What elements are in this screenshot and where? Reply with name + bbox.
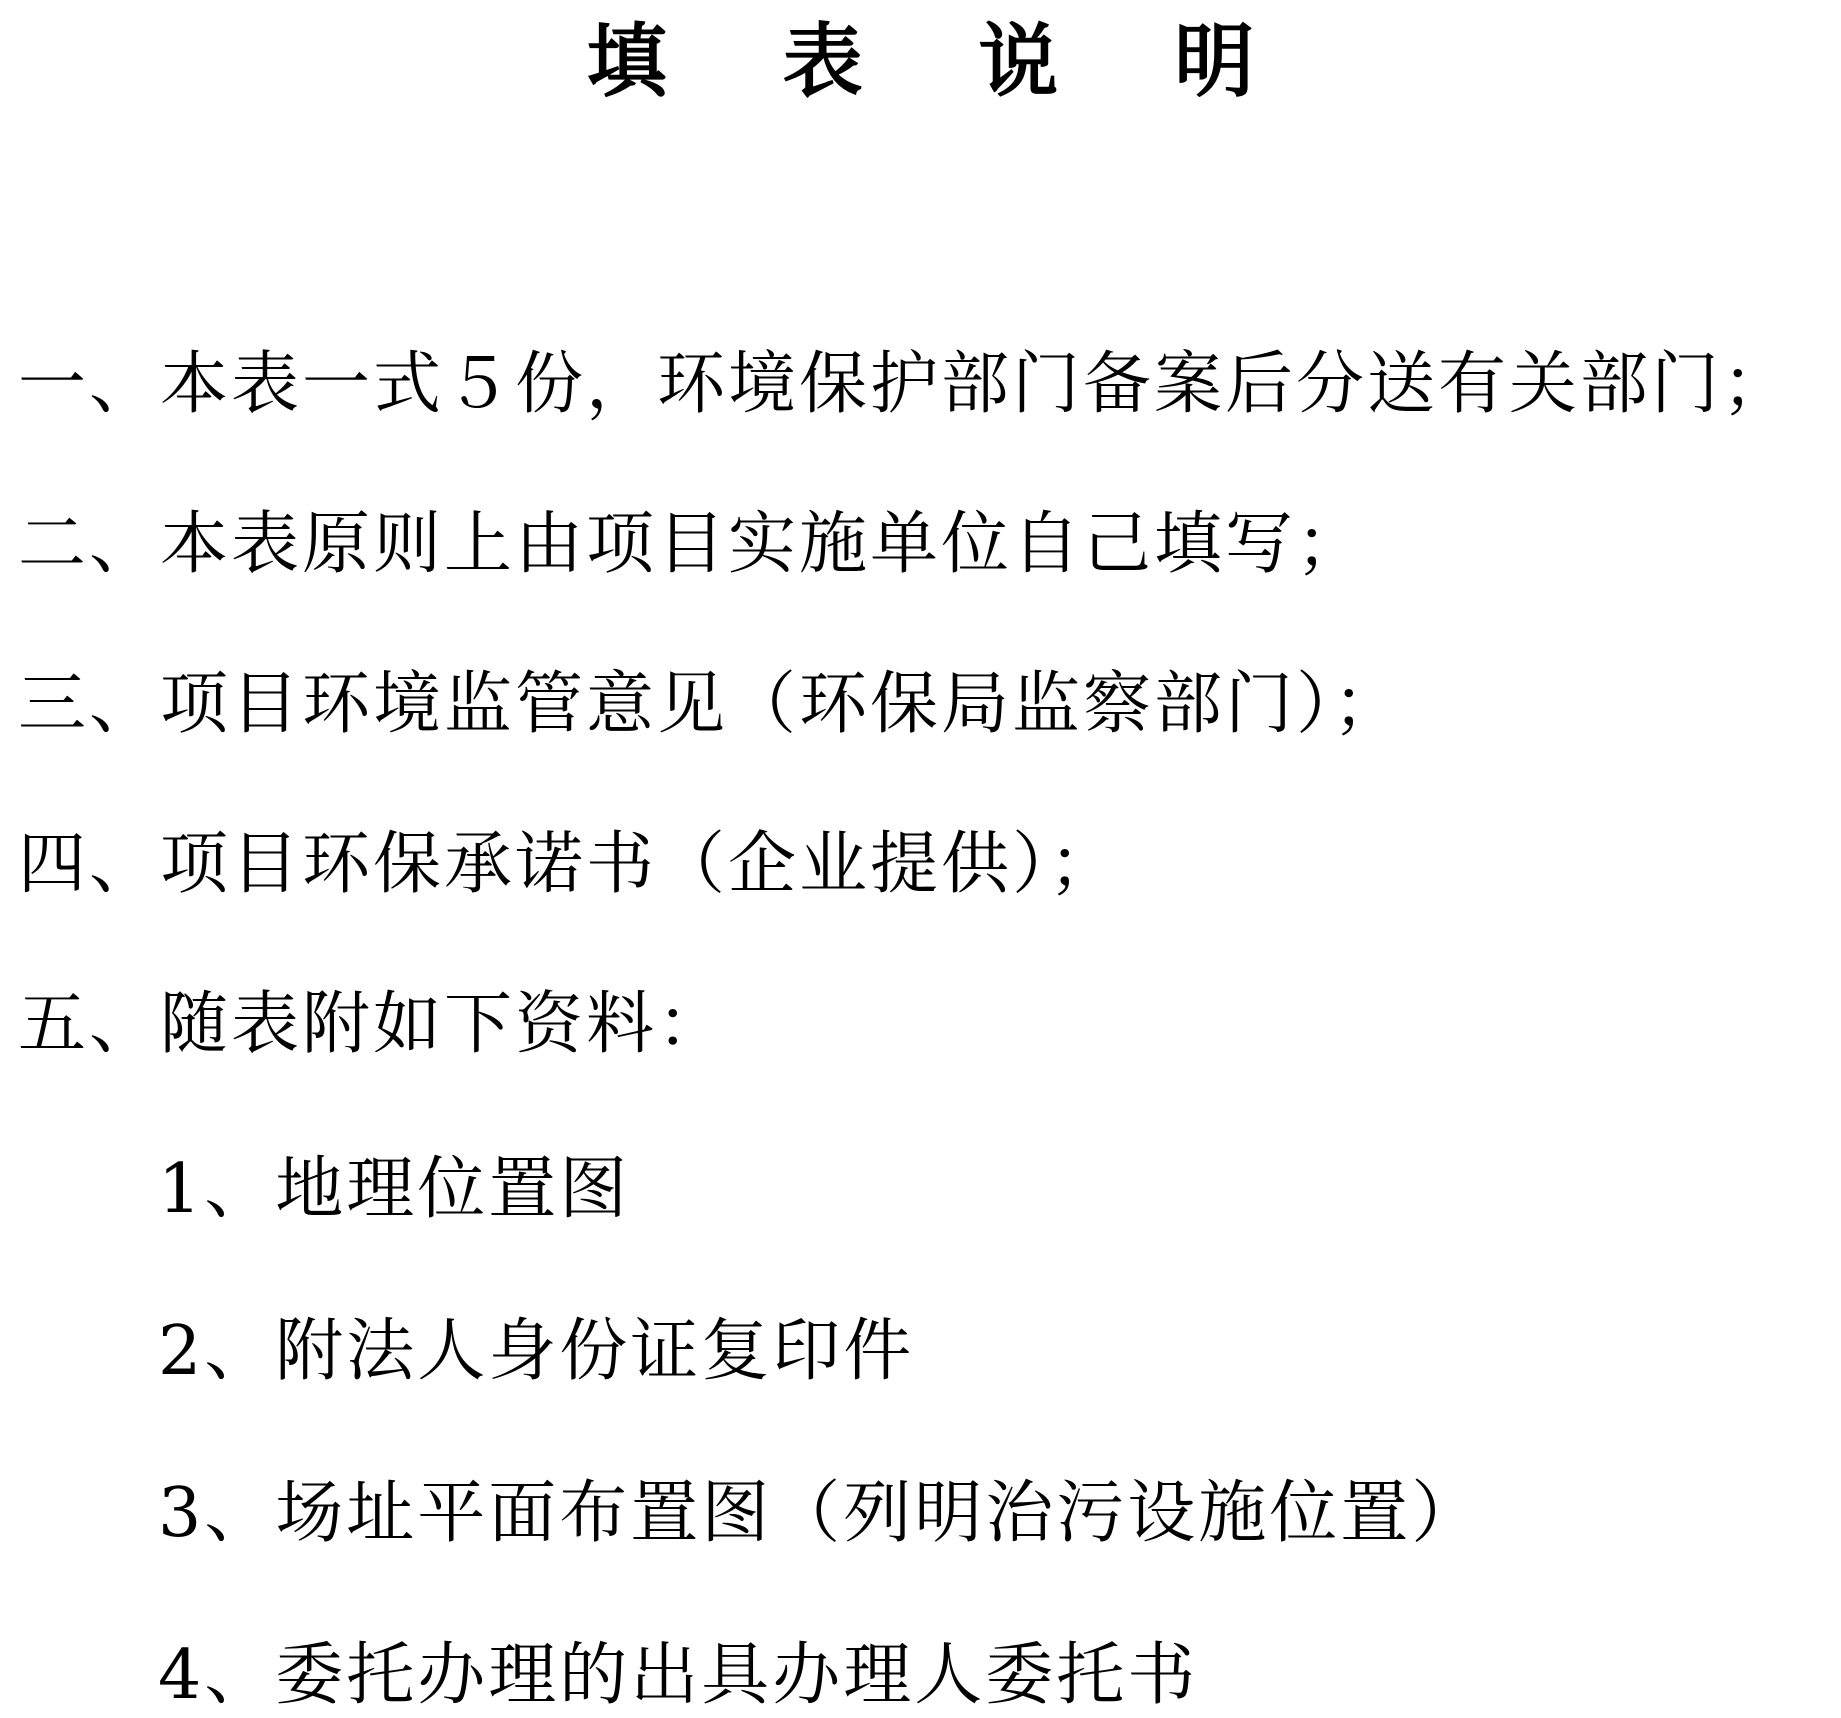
instruction-item-5: 五、随表附如下资料：: [18, 985, 729, 1064]
instruction-item-1: 一、本表一式５份，环境保护部门备案后分送有关部门；: [18, 345, 1794, 424]
instruction-item-4: 四、项目环保承诺书（企业提供）；: [18, 825, 1121, 904]
attachment-item-2: 2、附法人身份证复印件: [158, 1312, 915, 1391]
attachment-item-3: 3、场址平面布置图（列明治污设施位置）: [158, 1474, 1483, 1553]
instruction-item-3: 三、项目环境监管意见（环保局监察部门）；: [18, 665, 1405, 744]
attachment-item-4: 4、委托办理的出具办理人委托书: [158, 1636, 1199, 1715]
document-title: 填 表 说 明: [586, 15, 1299, 108]
attachment-item-1: 1、地理位置图: [158, 1150, 631, 1229]
instruction-item-2: 二、本表原则上由项目实施单位自己填写；: [18, 505, 1368, 584]
